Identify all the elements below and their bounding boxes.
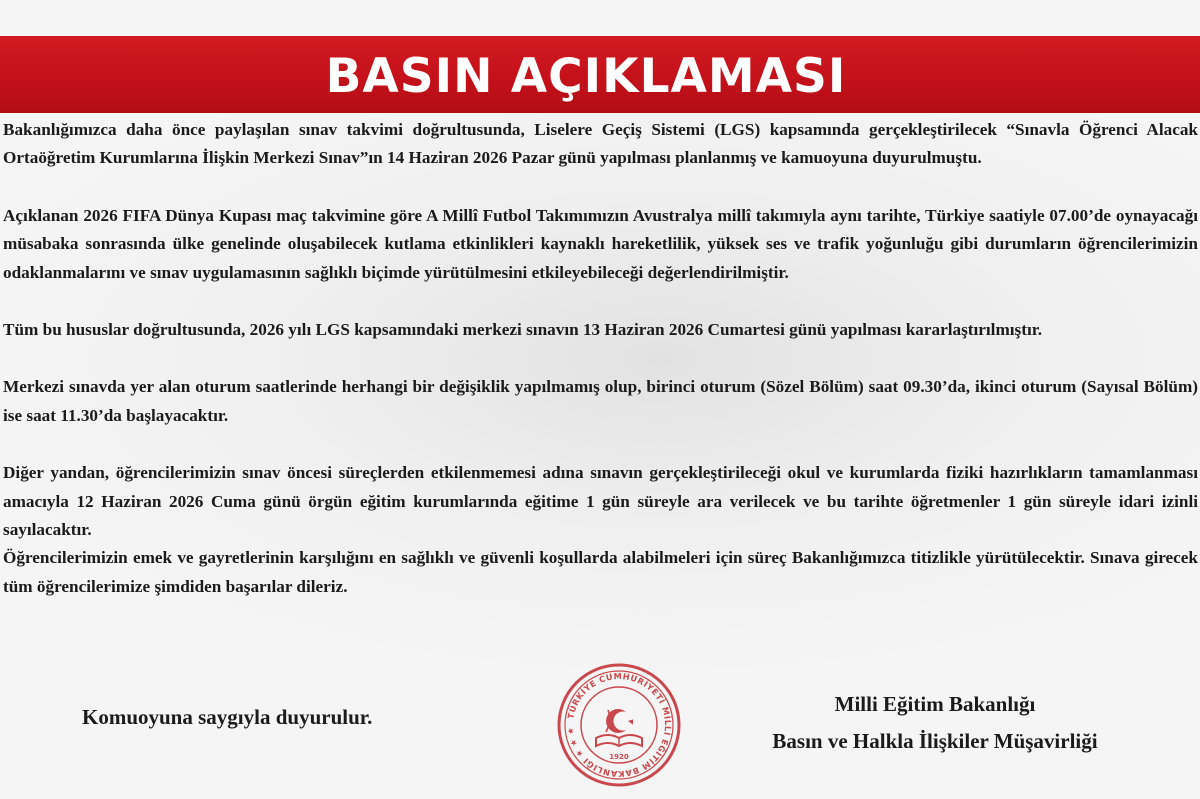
svg-text:TÜRKİYE CUMHURİYETİ MİLLİ EĞİT: TÜRKİYE CUMHURİYETİ MİLLİ EĞİTİM BAKANLIĞI ★ ★ ★ (564, 670, 674, 780)
signature-department: Basın ve Halkla İlişkiler Müşavirliği (772, 729, 1098, 753)
paragraph-school-break: Diğer yandan, öğrencilerimizin sınav öncesi süreçlerden etkilenmemesi adına sınavın gerçekleştirileceği okul ve kurumlarda fiziki hazırlıkların tamamlanması amacıyla 12 Haziran 2026 Cuma günü örgün eğitim kurumlarında eğitime 1 gün süreyle ara verilecek ve bu tarihte öğretmenler 1 gün süreyle idari izinli sayılacaktır. (3, 463, 1198, 540)
paragraph-new-date: Tüm bu hususlar doğrultusunda, 2026 yılı LGS kapsamındaki merkezi sınavın 13 Haziran 2026 Cumartesi günü yapılması kararlaştırılmıştır. (3, 320, 1043, 340)
header-banner (0, 36, 1200, 113)
signature-ministry: Milli Eğitim Bakanlığı (834, 692, 1036, 716)
statement-body (3, 116, 1198, 601)
paragraph-session-times: Merkezi sınavda yer alan oturum saatlerinde herhangi bir değişiklik yapılmamış olup, birinci oturum (Sözel Bölüm) saat 09.30’da, ikinci oturum (Sayısal Bölüm) ise saat 11.30’da başlayacaktır. (3, 377, 1198, 425)
paragraph-world-cup: Açıklanan 2026 FIFA Dünya Kupası maç takvimine göre A Millî Futbol Takımımızın Avustralya millî takımıyla aynı tarihte, Türkiye saatiyle 07.00’de oynayacağı müsabaka sonrasında ülke genelinde oluşabilecek kutlama etkinlikleri kaynaklı hareketlilik, yüksek ses ve trafik yoğunluğu gibi durumların öğrencilerimizin odaklanmalarını ve sınav uygulamasının sağlıklı biçimde yürütülmesini etkileyebileceği değerlendirilmiştir. (3, 205, 1198, 282)
paragraph-intro: Bakanlığımızca daha önce paylaşılan sınav takvimi doğrultusunda, Liselere Geçiş Sistemi (LGS) kapsamında gerçekleştirilecek “Sınavla Öğrenci Alacak Ortaöğretim Kurumlarına İlişkin Merkezi Sınav”ın 14 Haziran 2026 Pazar günü yapılması planlanmış ve kamuoyuna duyurulmuştu. (3, 120, 1198, 168)
signature-block (700, 686, 1170, 760)
paragraph-wishes: Öğrencilerimizin emek ve gayretlerinin karşılığını en sağlıklı ve güvenli koşullarda alabilmeleri için süreç Bakanlığımızca titizlikle yürütülecektir. Sınava girecek tüm öğrencilerimize şimdiden başarılar dileriz. (3, 548, 1198, 596)
svg-text:1920: 1920 (609, 753, 629, 761)
closing-line: Komuoyuna saygıyla duyurulur. (82, 705, 373, 729)
page-title: BASIN AÇIKLAMASI (325, 49, 847, 104)
ministry-seal-icon (556, 662, 682, 788)
